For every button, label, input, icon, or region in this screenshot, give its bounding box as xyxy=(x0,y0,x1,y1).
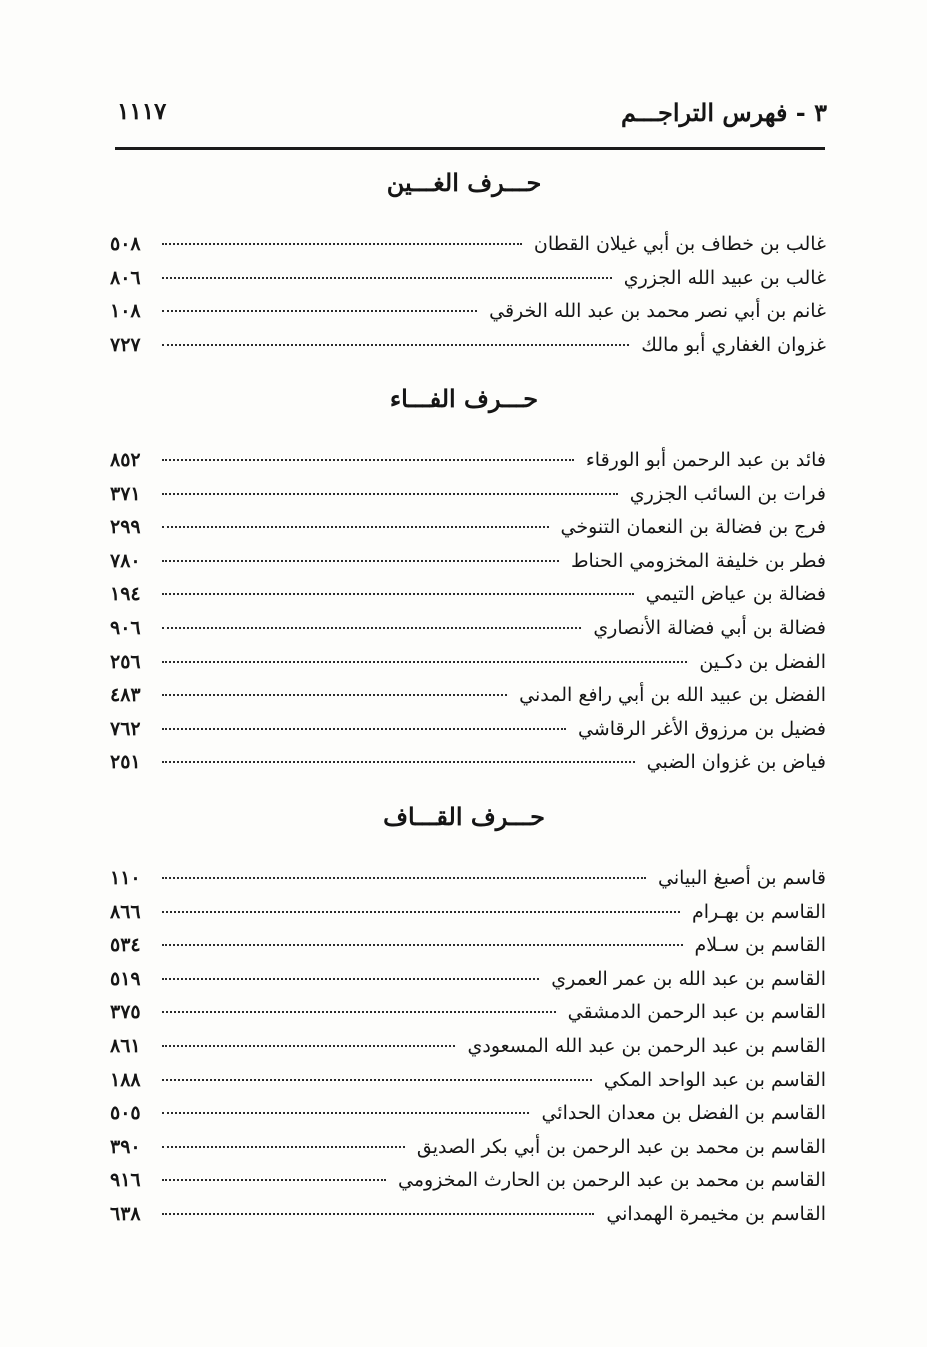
entry-name: القاسم بن عبد الرحمن الدمشقي xyxy=(567,1001,826,1024)
header-title: ٣ - فهرس التراجـــم xyxy=(620,98,827,127)
entry-name: قاسم بن أصبغ البياني xyxy=(657,867,826,889)
entry-page: ٥١٩ xyxy=(110,967,141,990)
index-entry xyxy=(110,478,826,512)
entry-page: ٨٦٦ xyxy=(110,900,141,923)
section-fa xyxy=(110,378,826,780)
index-entry xyxy=(110,578,826,612)
entry-name: فضالة بن عياض التيمي xyxy=(645,583,826,606)
section-title: حـــرف القـــاف xyxy=(383,802,545,831)
entry-list xyxy=(110,444,826,780)
entry-name: فضيل بن مرزوق الأغر الرقاشي xyxy=(577,717,826,740)
page-header xyxy=(115,92,827,142)
entry-page: ٩٠٦ xyxy=(110,616,141,639)
dot-leader xyxy=(162,761,635,763)
entry-page: ١١٠ xyxy=(110,867,141,889)
dot-leader xyxy=(162,526,549,528)
index-entry xyxy=(110,228,826,262)
index-entry xyxy=(110,713,826,747)
entry-page: ١٩٤ xyxy=(110,583,141,606)
entry-page: ٧٢٧ xyxy=(110,333,141,356)
entry-list xyxy=(110,228,826,362)
index-entry xyxy=(110,545,826,579)
entry-page: ١٨٨ xyxy=(110,1068,141,1091)
entry-page: ٢٥٦ xyxy=(110,650,141,673)
section-ghayn xyxy=(110,162,826,362)
dot-leader xyxy=(162,1179,386,1181)
section-title: حـــرف الفـــاء xyxy=(389,384,539,413)
page-number: ١١١٧ xyxy=(117,98,167,125)
dot-leader xyxy=(162,1213,594,1215)
index-entry xyxy=(110,262,826,296)
entry-name: فطر بن خليفة المخزومي الحناط xyxy=(570,549,826,572)
entry-name: فضالة بن أبي فضالة الأنصاري xyxy=(593,616,826,639)
entry-name: غانم بن أبي نصر محمد بن عبد الله الخرقي xyxy=(489,300,826,323)
dot-leader xyxy=(162,1011,556,1013)
entry-name: الفضل بن دكـين xyxy=(699,650,826,673)
index-entry xyxy=(110,1198,826,1232)
header-rule xyxy=(115,147,825,150)
index-entry xyxy=(110,929,826,963)
index-entry xyxy=(110,444,826,478)
dot-leader xyxy=(162,694,507,696)
dot-leader xyxy=(162,459,574,461)
dot-leader xyxy=(162,1079,592,1081)
entry-page: ٣٧١ xyxy=(110,482,141,505)
index-entry xyxy=(110,295,826,329)
entry-name: فائد بن عبد الرحمن أبو الورقاء xyxy=(585,449,826,471)
entry-name: غالب بن عبيد الله الجزري xyxy=(623,266,826,289)
entry-page: ٥٠٨ xyxy=(110,233,141,255)
dot-leader xyxy=(162,1146,405,1148)
entry-page: ٥٠٥ xyxy=(110,1102,141,1125)
index-entry xyxy=(110,862,826,896)
index-entry xyxy=(110,511,826,545)
dot-leader xyxy=(162,277,612,279)
index-entry xyxy=(110,329,826,363)
index-entry xyxy=(110,679,826,713)
entry-name: فرات بن السائب الجزري xyxy=(629,482,826,505)
index-entry xyxy=(110,1030,826,1064)
index-entry xyxy=(110,963,826,997)
entry-name: غالب بن خطاف بن أبي غيلان القطان xyxy=(533,233,826,255)
dot-leader xyxy=(162,944,683,946)
dot-leader xyxy=(162,1045,455,1047)
entry-page: ١٠٨ xyxy=(110,300,141,323)
entry-name: القاسم بن الفضل بن معدان الحدائي xyxy=(541,1102,826,1125)
index-entry xyxy=(110,996,826,1030)
dot-leader xyxy=(162,627,581,629)
entry-name: القاسم بن عبد الواحد المكي xyxy=(603,1068,826,1091)
entry-page: ٦٣٨ xyxy=(110,1202,141,1225)
entry-name: القاسم بن سـلام xyxy=(694,934,826,957)
dot-leader xyxy=(162,877,646,879)
entry-page: ٢٩٩ xyxy=(110,516,141,539)
entry-page: ٢٥١ xyxy=(110,751,141,774)
entry-page: ٤٨٣ xyxy=(110,684,141,707)
dot-leader xyxy=(162,243,522,245)
entry-page: ٨٦١ xyxy=(110,1034,141,1057)
dot-leader xyxy=(162,728,566,730)
entry-page: ٨٥٢ xyxy=(110,449,141,471)
entry-list xyxy=(110,862,826,1232)
dot-leader xyxy=(162,493,618,495)
index-entry xyxy=(110,1064,826,1098)
section-title: حـــرف الغـــين xyxy=(386,168,542,197)
dot-leader xyxy=(162,911,680,913)
entry-page: ٣٩٠ xyxy=(110,1135,141,1158)
entry-name: فرج بن فضالة بن النعمان التنوخي xyxy=(560,516,826,539)
section-qaf xyxy=(110,796,826,1232)
dot-leader xyxy=(162,593,634,595)
entry-name: غزوان الغفاري أبو مالك xyxy=(641,333,826,356)
entry-page: ٧٨٠ xyxy=(110,549,141,572)
index-entry xyxy=(110,1164,826,1198)
entry-name: القاسم بن مخيمرة الهمداني xyxy=(606,1202,826,1225)
dot-leader xyxy=(162,978,539,980)
dot-leader xyxy=(162,661,687,663)
dot-leader xyxy=(162,344,629,346)
entry-page: ٩١٦ xyxy=(110,1169,141,1192)
entry-name: الفضل بن عبيد الله بن أبي رافع المدني xyxy=(519,684,826,707)
entry-page: ٥٣٤ xyxy=(110,934,141,957)
entry-name: القاسم بن محمد بن عبد الرحمن بن أبي بكر الصديق xyxy=(416,1135,826,1158)
index-entry xyxy=(110,1097,826,1131)
dot-leader xyxy=(162,1112,529,1114)
dot-leader xyxy=(162,560,559,562)
entry-name: القاسم بن بهـرام xyxy=(691,900,826,923)
entry-name: القاسم بن عبد الله بن عمر العمري xyxy=(551,967,826,990)
entry-name: القاسم بن محمد بن عبد الرحمن بن الحارث المخزومي xyxy=(398,1169,826,1192)
index-entry xyxy=(110,1131,826,1165)
entry-name: القاسم بن عبد الرحمن بن عبد الله المسعودي xyxy=(467,1034,826,1057)
entry-name: فياض بن غزوان الضبي xyxy=(646,751,826,774)
entry-page: ٣٧٥ xyxy=(110,1001,141,1024)
entry-page: ٧٦٢ xyxy=(110,717,141,740)
index-entry xyxy=(110,896,826,930)
index-entry xyxy=(110,746,826,780)
entry-page: ٨٠٦ xyxy=(110,266,141,289)
dot-leader xyxy=(162,310,477,312)
index-entry xyxy=(110,646,826,680)
index-entry xyxy=(110,612,826,646)
